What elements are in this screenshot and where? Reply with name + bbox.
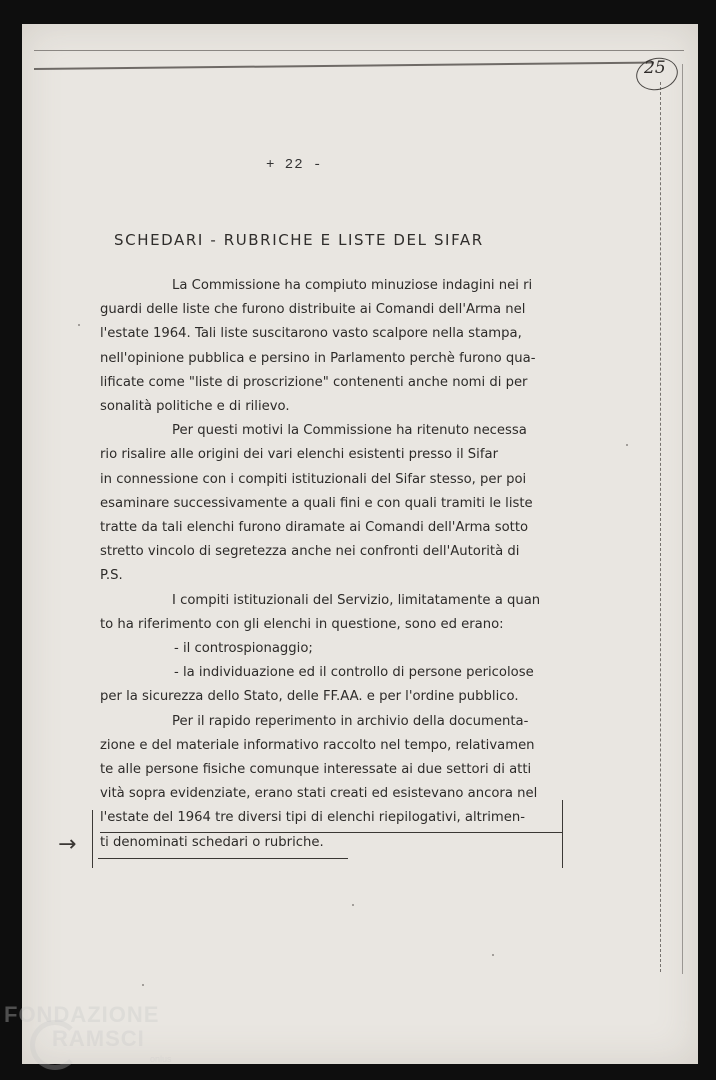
right-margin-rule [660, 82, 661, 972]
watermark-line2: RAMSCI [52, 1026, 145, 1051]
handwritten-arrow-icon: → [58, 832, 77, 857]
text-line: nell'opinione pubblica e persino in Parlamento perchè furono qua- [100, 350, 536, 366]
paragraph [100, 274, 640, 419]
watermark-line1: FONDAZIONE [4, 1002, 160, 1027]
text-line: tratte da tali elenchi furono diramate ai Comandi dell'Arma sotto [100, 520, 529, 536]
text-line: zione e del materiale informativo raccolto nel tempo, relativamen [100, 737, 535, 753]
top-rule-thin [34, 50, 684, 51]
fondazione-gramsci-watermark [4, 1000, 204, 1080]
text-line: l'estate del 1964 tre diversi tipi di elenchi riepilogativi, altrimen- [100, 810, 525, 826]
text-line: sonalità politiche e di rilievo. [100, 399, 290, 415]
watermark-suffix: onlus [150, 1054, 172, 1064]
text-line: I compiti istituzionali del Servizio, limitatamente a quan [172, 592, 541, 608]
paper-speck [352, 904, 354, 906]
text-line: esaminare successivamente a quali fini e con quali tramiti le liste [100, 495, 533, 511]
text-line: to ha riferimento con gli elenchi in questione, sono ed erano: [100, 616, 504, 632]
text-line: Per questi motivi la Commissione ha ritenuto necessa [172, 423, 527, 439]
text-line: lificate come "liste di proscrizione" contenenti anche nomi di per [100, 374, 528, 390]
text-line: te alle persone fisiche comunque interessate ai due settori di atti [100, 762, 532, 778]
text-line: - la individuazione ed il controllo di persone pericolose [174, 665, 534, 681]
text-line: per la sicurezza dello Stato, delle FF.AA. e per l'ordine pubblico. [100, 689, 519, 705]
text-line: La Commissione ha compiuto minuziose indagini nei ri [172, 278, 533, 293]
paper-speck [626, 444, 628, 446]
paragraph [100, 710, 640, 855]
text-line: rio risalire alle origini dei vari elenchi esistenti presso il Sifar [100, 447, 498, 463]
paper-speck [492, 954, 494, 956]
paper-speck [78, 324, 80, 326]
handwritten-underline [98, 858, 348, 859]
handwritten-underline [100, 832, 562, 833]
text-line: stretto vincolo di segretezza anche nei confronti dell'Autorità di [100, 544, 520, 560]
archive-number: 25 [644, 58, 666, 78]
page-number: + 22 - [266, 157, 323, 173]
top-rule [34, 62, 654, 70]
text-line: in connessione con i compiti istituzionali del Sifar stesso, per poi [100, 471, 527, 487]
text-line: - il controspionaggio; [174, 641, 313, 657]
text-line: l'estate 1964. Tali liste suscitarono vasto scalpore nella stampa, [100, 326, 522, 342]
document-page [22, 24, 698, 1064]
text-line: ti denominati schedari o rubriche. [100, 834, 324, 850]
list-item [100, 637, 640, 661]
paper-speck [142, 984, 144, 986]
document-body [100, 274, 640, 855]
document-title: SCHEDARI - RUBRICHE E LISTE DEL SIFAR [114, 231, 484, 249]
handwritten-bracket-left [92, 810, 103, 868]
list-item [100, 661, 640, 709]
text-line: vità sopra evidenziate, erano stati creati ed esistevano ancora nel [100, 786, 538, 802]
right-edge-rule [682, 64, 683, 974]
paragraph [100, 589, 640, 637]
paragraph [100, 419, 640, 588]
handwritten-bracket-right [562, 800, 563, 868]
text-line: Per il rapido reperimento in archivio della documenta- [172, 713, 529, 729]
text-line: guardi delle liste che furono distribuite ai Comandi dell'Arma nel [100, 302, 526, 318]
text-line: P.S. [100, 568, 123, 584]
